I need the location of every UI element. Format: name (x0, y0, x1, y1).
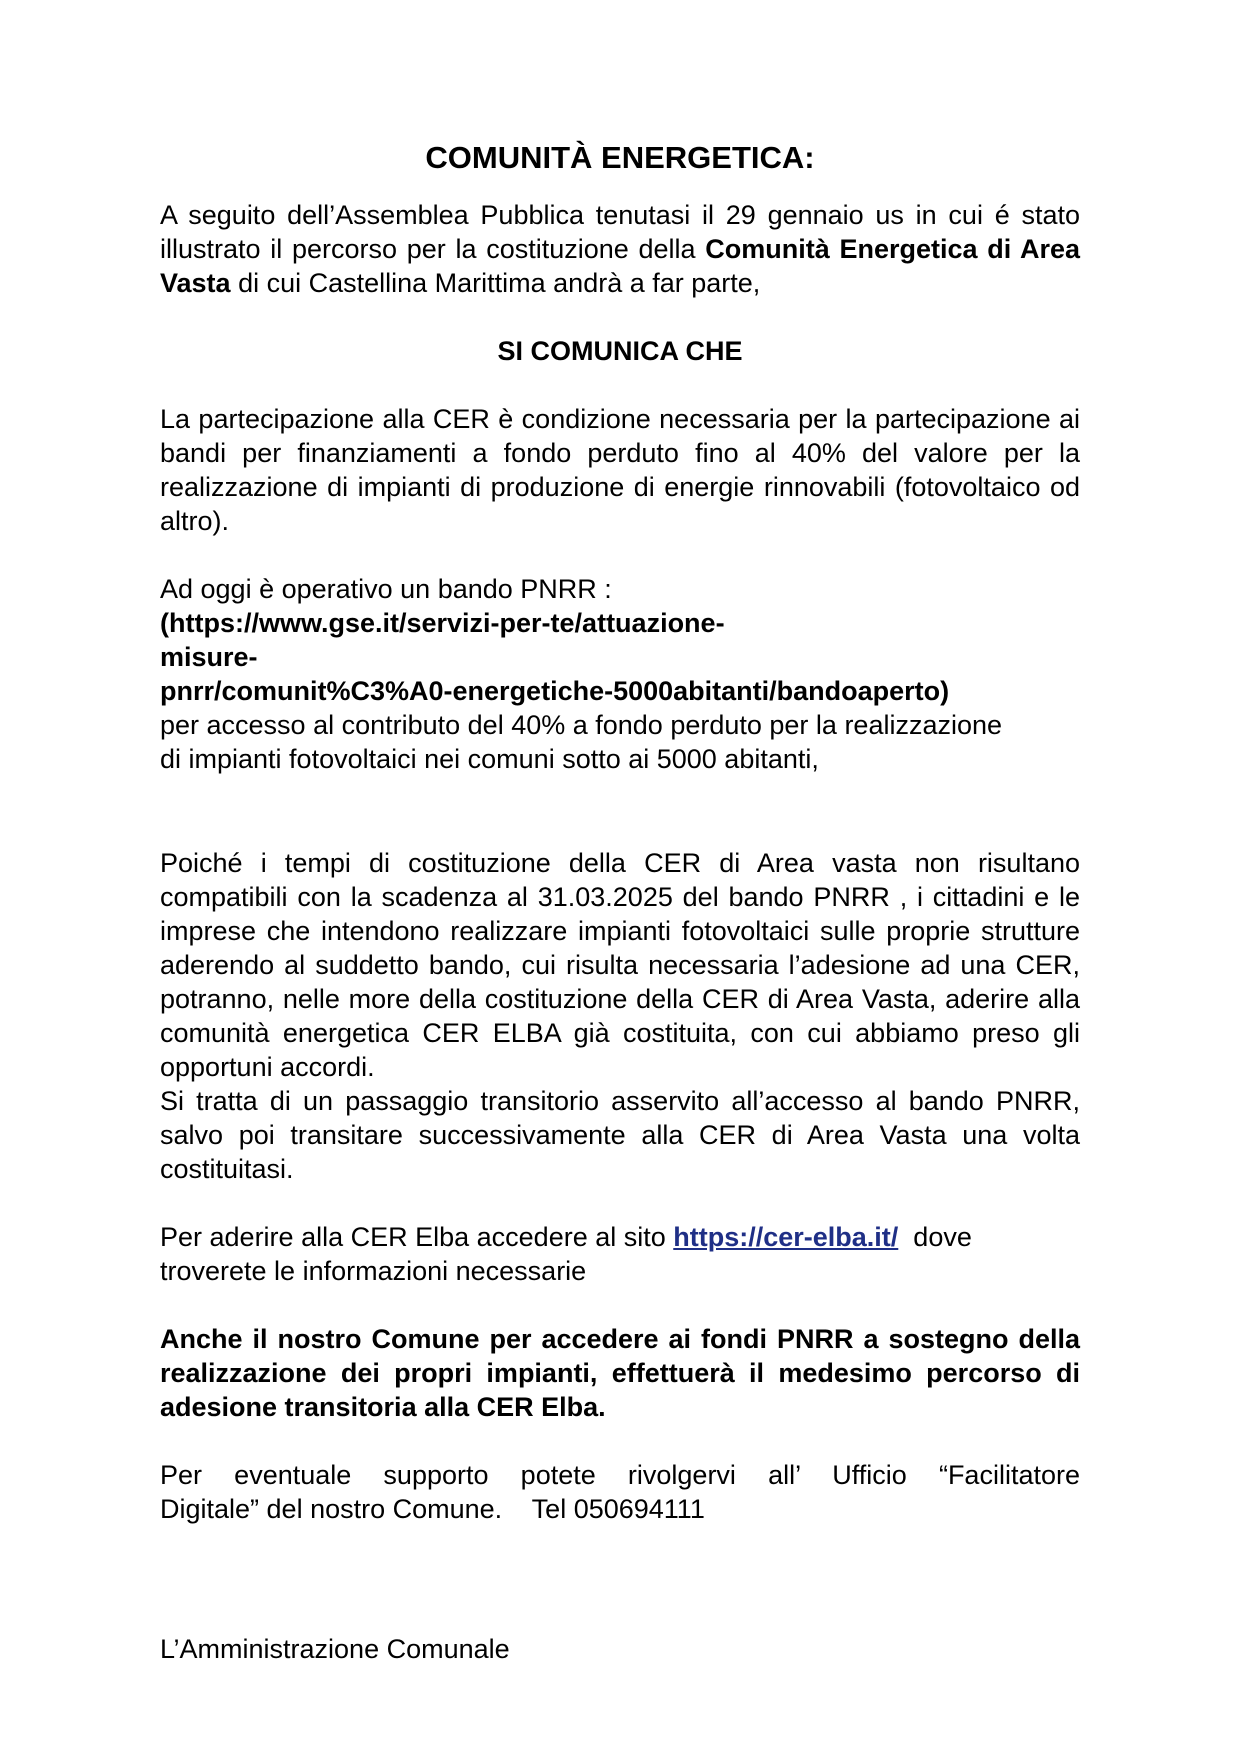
bando-description-line-2: di impianti fotovoltaici nei comuni sotto ai 5000 abitanti, (160, 744, 819, 774)
join-suffix: dove (898, 1222, 972, 1252)
bando-url-line-1: (https://www.gse.it/servizi-per-te/attuazione- (160, 608, 725, 638)
join-line-2: troverete le informazioni necessarie (160, 1256, 587, 1286)
bando-url-line-2: misure- (160, 642, 258, 672)
intro-text-start: A seguito dell’Assemblea Pubblica tenutasi il 29 gennaio us in cui é stato illustrato il percorso per la costituzione della (160, 200, 1080, 264)
cer-elba-link[interactable]: https://cer-elba.it/ (673, 1222, 899, 1252)
join-section (160, 1220, 1080, 1288)
intro-bold-community: Comunità Energetica di Area Vasta (160, 234, 1080, 298)
document-title: COMUNITÀ ENERGETICA: (425, 140, 815, 175)
announcement-heading: SI COMUNICA CHE (497, 336, 743, 366)
participation-paragraph: La partecipazione alla CER è condizione necessaria per la partecipazione ai bandi per finanziamenti a fondo perduto fino al 40% del valore per la realizzazione di impianti di produzione di energie rinnovabili (fotovoltaico od altro). (160, 404, 1080, 536)
intro-text-end: di cui Castellina Marittima andrà a far parte, (230, 268, 761, 298)
bando-url-line-3: pnrr/comunit%C3%A0-energetiche-5000abitanti/bandoaperto) (160, 676, 950, 706)
bando-description-line-1: per accesso al contributo del 40% a fondo perduto per la realizzazione (160, 710, 1003, 740)
join-line-1 (160, 1220, 1080, 1254)
transitional-paragraph: Si tratta di un passaggio transitorio asservito all’accesso al bando PNRR, salvo poi transitare successivamente alla CER di Area Vasta una volta costituitasi. (160, 1086, 1080, 1184)
municipality-paragraph: Anche il nostro Comune per accedere ai fondi PNRR a sostegno della realizzazione dei propri impianti, effettuerà il medesimo percorso di adesione transitoria alla CER Elba. (160, 1324, 1080, 1422)
support-line-1: Per eventuale supporto potete rivolgervi all’ Ufficio “Facilitatore (160, 1460, 1080, 1490)
support-line-2: Digitale” del nostro Comune. Tel 050694111 (160, 1494, 705, 1524)
timing-paragraph: Poiché i tempi di costituzione della CER di Area vasta non risultano compatibili con la scadenza al 31.03.2025 del bando PNRR , i cittadini e le imprese che intendono realizzare impianti fotovoltaici sulle proprie strutture aderendo al suddetto bando, cui risulta necessaria l’adesione ad una CER, potranno, nelle more della costituzione della CER di Area Vasta, aderire alla comunità energetica CER ELBA già costituita, con cui abbiamo preso gli opportuni accordi. (160, 848, 1080, 1082)
bando-section (160, 572, 1080, 776)
intro-paragraph (160, 198, 1080, 300)
bando-intro: Ad oggi è operativo un bando PNRR : (160, 574, 612, 604)
join-prefix: Per aderire alla CER Elba accedere al sito (160, 1222, 674, 1252)
support-section (160, 1458, 1080, 1526)
signature: L’Amministrazione Comunale (160, 1634, 510, 1664)
